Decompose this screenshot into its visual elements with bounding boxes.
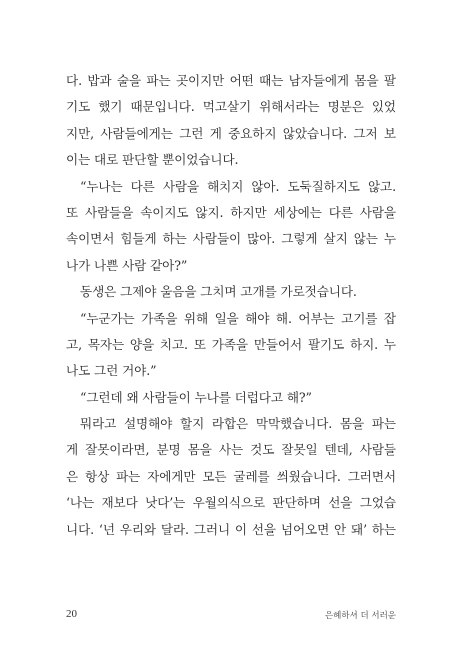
text-line: 다. 밥과 술을 파는 곳이지만 어떤 때는 남자들에게 몸을 팔 [66,73,396,88]
page-number: 20 [66,608,77,620]
text-line: 게 잘못이라면, 분명 몸을 사는 것도 잘못일 텐데, 사람들 [66,442,396,458]
page-footer [66,608,396,624]
body-text [66,68,396,543]
text-line: “누군가는 가족을 위해 일을 해야 해. 어부는 고기를 잡 [80,310,396,326]
text-line: 기도 했기 때문입니다. 먹고살기 위해서라는 명분은 있었 [66,99,396,115]
text-line: 나도 그런 거야.” [66,363,157,379]
text-line: “누나는 다른 사람을 해치지 않아. 도둑질하지도 않고. [80,178,396,194]
text-line: 지만, 사람들에게는 그런 게 중요하지 않았습니다. 그저 보 [66,125,396,141]
text-line: 은 항상 파는 자에게만 모든 굴레를 씌웠습니다. 그러면서 [66,468,396,484]
text-line: 또 사람들을 속이지도 않지. 하지만 세상에는 다른 사람을 [66,204,396,220]
text-line: 나가 나쁜 사람 같아?” [66,257,188,273]
text-line: 뭐라고 설명해야 할지 라합은 막막했습니다. 몸을 파는 [80,416,396,432]
text-line: 니다. ‘넌 우리와 달라. 그러니 이 선을 넘어오면 안 돼’ 하는 [66,521,396,537]
text-line: 동생은 그제야 울음을 그치며 고개를 가로젓습니다. [80,284,357,300]
text-line: “그런데 왜 사람들이 누나를 더럽다고 해?” [80,389,312,405]
text-line: ‘나는 재보다 낫다’는 우월의식으로 판단하며 선을 그었습 [66,495,396,511]
text-line: 속이면서 힘들게 하는 사람들이 많아. 그렇게 살지 않는 누 [66,231,396,247]
running-head: 은혜하셔 더 서러운 [324,611,396,621]
text-line: 이는 대로 판단할 뿐이었습니다. [66,152,239,168]
text-line: 고, 목자는 양을 치고. 또 가족을 만들어서 팔기도 하지. 누 [66,336,396,352]
